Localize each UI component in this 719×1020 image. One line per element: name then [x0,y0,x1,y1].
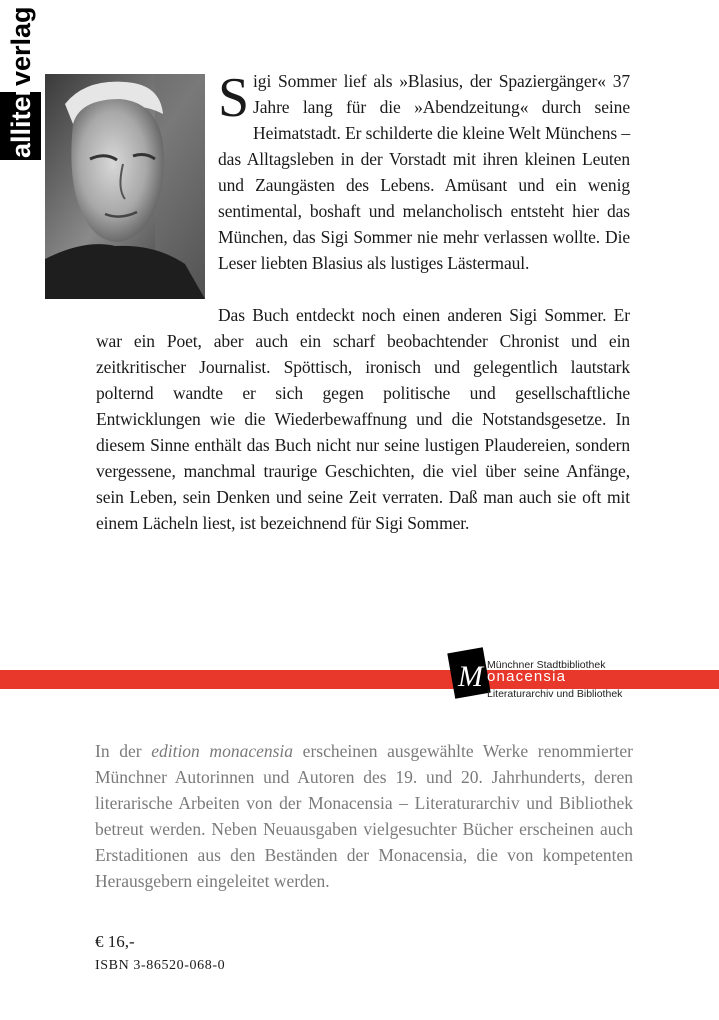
monacensia-logo-letter: M [458,660,483,693]
series-note-text: erscheinen ausgewählte Werke renommierter Münchner Autorinnen und Autoren des 19. und 20. Jahrhunderts, deren literarische Arbeiten von der Monacensia – Literaturarchiv und Bibliothek betreut werden. Neben Neuausgaben vielgesuchter Bücher erscheinen auch Erstaditionen aus den Beständen der Monacensia, die von kompetenten Herausgebern eingeleitet werden. [95,741,634,891]
publisher-logo-text [0,0,41,160]
logo-text-part2: verlag [6,6,36,86]
isbn: ISBN 3-86520-068-0 [95,958,226,973]
publisher-logo [0,0,41,160]
blurb-paragraph-1 [218,68,630,276]
blurb-paragraph-1-text: igi Sommer lief als »Blasius, der Spaziergänger« 37 Jahre lang für die »Abendzeitung« durch seine Heimatstadt. Er schilderte die kleine Welt Münchens – das Alltagsleben in der Vorstadt mit ihren kleinen Leuten und Zaungästen des Lebens. Amüsant und ein wenig sentimental, boshaft und melancholisch entsteht hier das München, das Sigi Sommer nie mehr verlassen wollte. Die Leser liebten Blasius als lustiges Lästermaul. [218,71,630,273]
monacensia-logo-line1: Münchner Stadtbibliothek [487,659,606,671]
monacensia-logo [447,650,629,706]
logo-text-part1: allitera [6,70,36,158]
blurb-dropcap: S [218,67,250,129]
monacensia-logo-line2: onacensia [487,668,567,685]
author-portrait-photo [45,74,205,299]
monacensia-logo-line3: Literaturarchiv und Bibliothek [487,688,623,700]
price: € 16,- [95,932,135,951]
series-name: edition monacensia [151,741,294,761]
series-note-lead: In der [95,741,142,761]
series-note-paragraph [95,738,633,894]
series-note [95,738,633,894]
book-blurb [96,67,630,533]
blurb-paragraph-2: Das Buch entdeckt noch einen anderen Sigi Sommer. Er war ein Poet, aber auch ein scharf beobachtender Chronist und ein zeitkritischer Journalist. Spöttisch, ironisch und gelegentlich lautstark polternd wandte er sich gegen politische und gesellschaftliche Entwicklungen wie die Wiederbewaffnung und die Notstandsgesetze. In diesem Sinne enthält das Buch nicht nur seine lustigen Plaudereien, sondern vergessene, manchmal traurige Geschichten, die viel über seine Anfänge, sein Leben, sein Denken und seine Zeit verraten. Daß man auch sie oft mit einem Lächeln liest, ist bezeichnend für Sigi Sommer. [96,305,630,533]
